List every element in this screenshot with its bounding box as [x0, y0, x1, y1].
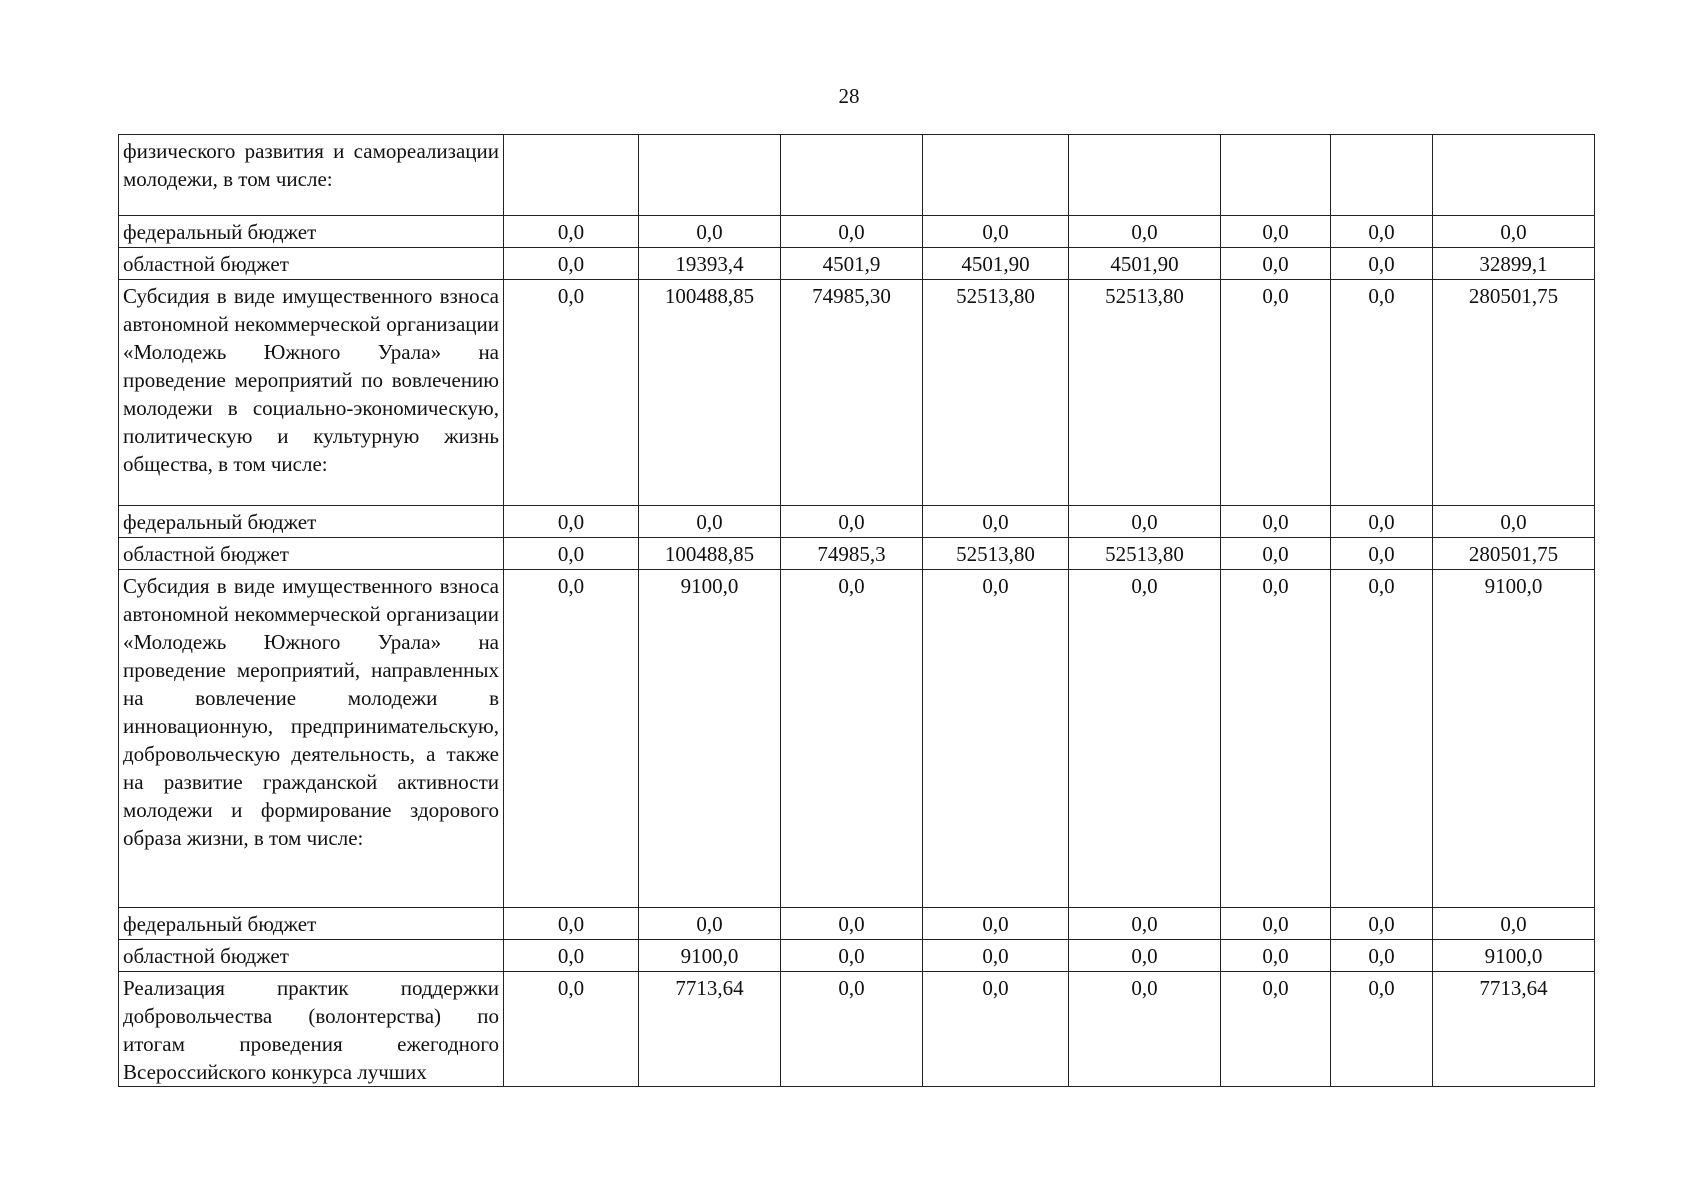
row-label: областной бюджет — [119, 538, 504, 570]
table-row — [119, 538, 1595, 570]
value-cell: 0,0 — [1331, 280, 1433, 506]
row-label: Субсидия в виде имущественного взноса автономной некоммерческой организации «Молодежь Южного Урала» на проведение мероприятий, направленных на вовлечение молодежи в инновационную, предпринимательскую, добровольческую деятельность, а также на развитие гражданской активности молодежи и формирование здорового образа жизни, в том числе: — [119, 570, 504, 908]
value-cell: 0,0 — [1069, 506, 1221, 538]
value-cell: 0,0 — [923, 216, 1069, 248]
budget-table — [118, 134, 1595, 1087]
value-cell: 0,0 — [1331, 972, 1433, 1087]
value-cell: 0,0 — [1221, 216, 1331, 248]
value-cell: 0,0 — [923, 506, 1069, 538]
value-cell: 0,0 — [1069, 570, 1221, 908]
value-cell: 0,0 — [1221, 506, 1331, 538]
value-cell: 0,0 — [1331, 216, 1433, 248]
value-cell: 0,0 — [1069, 216, 1221, 248]
value-cell: 0,0 — [1221, 940, 1331, 972]
row-label: федеральный бюджет — [119, 506, 504, 538]
value-cell: 0,0 — [504, 972, 639, 1087]
value-cell: 0,0 — [639, 506, 781, 538]
value-cell: 0,0 — [781, 940, 923, 972]
value-cell: 0,0 — [1331, 506, 1433, 538]
value-cell: 0,0 — [1221, 570, 1331, 908]
value-cell: 0,0 — [781, 972, 923, 1087]
value-cell: 0,0 — [504, 280, 639, 506]
value-cell — [1331, 135, 1433, 216]
value-cell — [1433, 135, 1595, 216]
table-row — [119, 940, 1595, 972]
table-row — [119, 506, 1595, 538]
value-cell: 0,0 — [923, 940, 1069, 972]
table-row — [119, 216, 1595, 248]
value-cell: 9100,0 — [639, 940, 781, 972]
value-cell: 0,0 — [639, 216, 781, 248]
value-cell — [504, 135, 639, 216]
value-cell: 19393,4 — [639, 248, 781, 280]
value-cell: 0,0 — [1069, 972, 1221, 1087]
value-cell: 280501,75 — [1433, 280, 1595, 506]
value-cell: 52513,80 — [923, 280, 1069, 506]
row-label: федеральный бюджет — [119, 908, 504, 940]
table-row — [119, 908, 1595, 940]
value-cell: 280501,75 — [1433, 538, 1595, 570]
value-cell: 0,0 — [504, 506, 639, 538]
value-cell: 100488,85 — [639, 538, 781, 570]
value-cell — [1069, 135, 1221, 216]
value-cell: 0,0 — [1433, 908, 1595, 940]
value-cell: 0,0 — [639, 908, 781, 940]
row-label: областной бюджет — [119, 940, 504, 972]
value-cell: 74985,30 — [781, 280, 923, 506]
value-cell: 0,0 — [781, 908, 923, 940]
value-cell: 0,0 — [781, 216, 923, 248]
row-label: Субсидия в виде имущественного взноса автономной некоммерческой организации «Молодежь Южного Урала» на проведение мероприятий по вовлечению молодежи в социально-экономическую, политическую и культурную жизнь общества, в том числе: — [119, 280, 504, 506]
value-cell: 0,0 — [1331, 940, 1433, 972]
value-cell: 0,0 — [923, 972, 1069, 1087]
value-cell: 0,0 — [781, 506, 923, 538]
table-row — [119, 972, 1595, 1087]
value-cell: 0,0 — [504, 570, 639, 908]
value-cell: 0,0 — [504, 216, 639, 248]
value-cell: 0,0 — [1433, 216, 1595, 248]
value-cell: 0,0 — [504, 538, 639, 570]
value-cell: 0,0 — [1221, 538, 1331, 570]
row-label: федеральный бюджет — [119, 216, 504, 248]
value-cell: 52513,80 — [923, 538, 1069, 570]
value-cell: 0,0 — [1221, 280, 1331, 506]
value-cell: 9100,0 — [639, 570, 781, 908]
value-cell: 9100,0 — [1433, 940, 1595, 972]
row-label: физического развития и самореализации молодежи, в том числе: — [119, 135, 504, 216]
value-cell: 0,0 — [1331, 248, 1433, 280]
value-cell: 0,0 — [1069, 908, 1221, 940]
value-cell: 0,0 — [1221, 908, 1331, 940]
row-label: Реализация практик поддержки добровольчества (волонтерства) по итогам проведения ежегодного Всероссийского конкурса лучших — [119, 972, 504, 1087]
value-cell: 4501,90 — [1069, 248, 1221, 280]
value-cell: 52513,80 — [1069, 280, 1221, 506]
value-cell: 7713,64 — [639, 972, 781, 1087]
value-cell: 0,0 — [1331, 538, 1433, 570]
page-number: 28 — [838, 84, 860, 108]
value-cell: 0,0 — [1433, 506, 1595, 538]
value-cell: 0,0 — [923, 570, 1069, 908]
value-cell: 0,0 — [1331, 908, 1433, 940]
value-cell — [781, 135, 923, 216]
value-cell: 7713,64 — [1433, 972, 1595, 1087]
table-row — [119, 280, 1595, 506]
row-label: областной бюджет — [119, 248, 504, 280]
value-cell: 0,0 — [504, 248, 639, 280]
value-cell — [923, 135, 1069, 216]
value-cell: 0,0 — [1221, 972, 1331, 1087]
value-cell: 9100,0 — [1433, 570, 1595, 908]
value-cell: 4501,90 — [923, 248, 1069, 280]
value-cell: 0,0 — [781, 570, 923, 908]
table-row — [119, 135, 1595, 216]
value-cell: 0,0 — [923, 908, 1069, 940]
value-cell: 0,0 — [1331, 570, 1433, 908]
value-cell — [639, 135, 781, 216]
value-cell: 32899,1 — [1433, 248, 1595, 280]
table-row — [119, 248, 1595, 280]
value-cell: 74985,3 — [781, 538, 923, 570]
value-cell: 0,0 — [1221, 248, 1331, 280]
value-cell: 0,0 — [504, 908, 639, 940]
value-cell: 4501,9 — [781, 248, 923, 280]
table-row — [119, 570, 1595, 908]
value-cell — [1221, 135, 1331, 216]
value-cell: 52513,80 — [1069, 538, 1221, 570]
value-cell: 0,0 — [504, 940, 639, 972]
value-cell: 0,0 — [1069, 940, 1221, 972]
value-cell: 100488,85 — [639, 280, 781, 506]
